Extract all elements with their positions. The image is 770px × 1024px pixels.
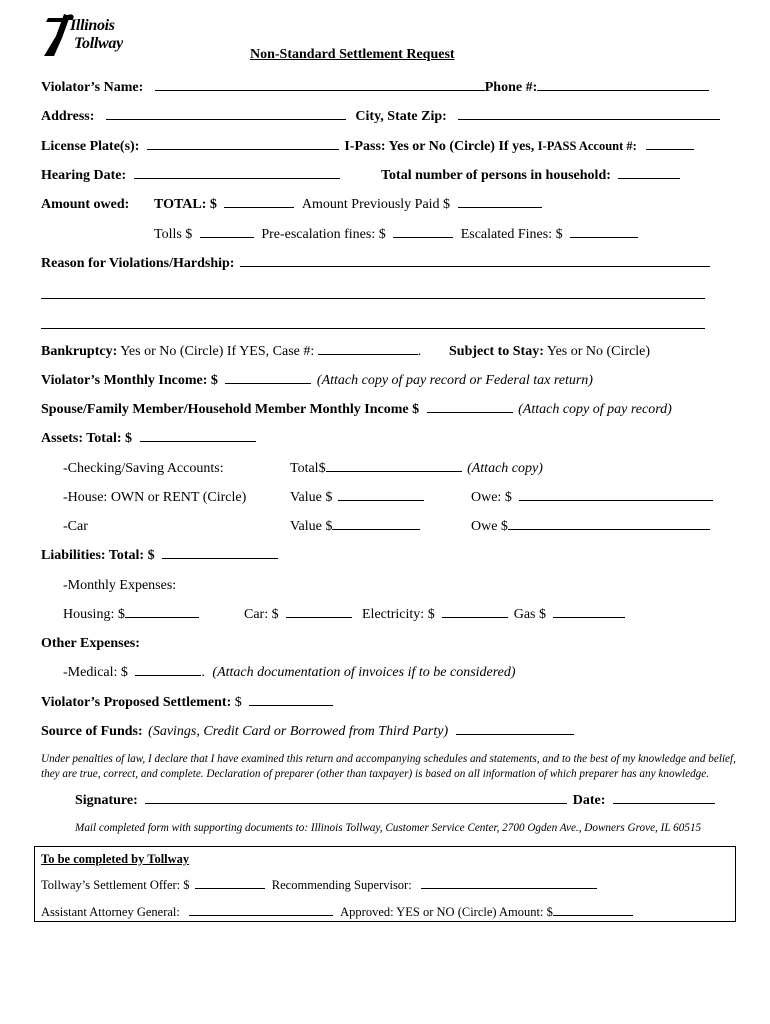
electricity-row: [362, 608, 625, 622]
spouse-income-row: [41, 403, 672, 417]
hearing-date-field[interactable]: [134, 177, 340, 179]
proposed-settlement-label: Violator’s Proposed Settlement:: [41, 695, 232, 710]
address-field[interactable]: [106, 118, 346, 120]
approved-amount-field[interactable]: [553, 914, 633, 916]
assets-total-field[interactable]: [140, 440, 256, 442]
logo-illinois: Illinois: [70, 17, 115, 34]
phone-field[interactable]: [537, 89, 709, 91]
total-owed-row: [154, 198, 542, 212]
total-field[interactable]: [224, 206, 294, 208]
city-state-zip-field[interactable]: [458, 118, 720, 120]
monthly-income-note: (Attach copy of pay record or Federal tax return): [316, 373, 593, 388]
liabilities-total-field[interactable]: [162, 557, 278, 559]
other-expenses-label: Other Expenses:: [41, 636, 140, 651]
car-value-field[interactable]: [332, 528, 420, 530]
stay-row: [449, 345, 650, 359]
stay-text: Yes or No (Circle): [543, 344, 651, 359]
page-title: Non-Standard Settlement Request: [250, 47, 455, 62]
car-expense-label: Car: $: [244, 607, 279, 622]
house-value-row: [290, 491, 424, 505]
household-label: Total number of persons in household:: [381, 168, 611, 183]
ipass-label: I-Pass: Yes or No (Circle) If yes,: [344, 139, 538, 154]
spouse-income-label: Spouse/Family Member/Household Member Monthly Income $: [41, 402, 420, 417]
bankruptcy-period: .: [417, 344, 422, 359]
liabilities-row: [41, 549, 278, 563]
reason-line-2[interactable]: [41, 298, 705, 299]
medical-row: [63, 666, 516, 680]
attorney-label: Assistant Attorney General:: [41, 905, 180, 919]
gas-field[interactable]: [553, 616, 625, 618]
ipass-account-field[interactable]: [646, 148, 694, 150]
license-plates-label: License Plate(s):: [41, 139, 140, 154]
escalated-label: Escalated Fines: $: [460, 227, 563, 242]
electricity-label: Electricity: $: [362, 607, 435, 622]
monthly-income-label: Violator’s Monthly Income: $: [41, 373, 218, 388]
settlement-offer-field[interactable]: [195, 887, 265, 889]
checking-total-row: [290, 462, 543, 476]
license-row: [41, 140, 694, 154]
car-expense-row: [244, 608, 352, 622]
city-state-zip-label: City, State Zip:: [355, 109, 447, 124]
logo-tollway: Tollway: [74, 35, 123, 52]
car-asset-label: -Car: [63, 519, 88, 534]
spouse-income-note: (Attach copy of pay record): [518, 402, 672, 417]
reason-row: [41, 257, 710, 271]
tolls-field[interactable]: [200, 236, 254, 238]
medical-note: (Attach documentation of invoices if to be considered): [212, 665, 516, 680]
car-owe-label: Owe $: [471, 519, 508, 534]
house-value-field[interactable]: [338, 499, 424, 501]
monthly-income-field[interactable]: [225, 382, 311, 384]
approved-label: Approved: YES or NO (Circle) Amount: $: [340, 905, 553, 919]
house-owe-row: [471, 491, 713, 505]
electricity-field[interactable]: [442, 616, 508, 618]
declaration-text: Under penalties of law, I declare that I have examined this return and accompanying schedules and statements, and to the best of my knowledge and belief, they are true, correct, and complete. Declaration of preparer (other than taxpayer) is based on all information of which preparer has any knowledge.: [41, 753, 736, 781]
stay-label: Subject to Stay:: [449, 344, 544, 359]
gas-label: Gas $: [513, 607, 546, 622]
settlement-offer-row: [41, 879, 597, 892]
previously-paid-field[interactable]: [458, 206, 542, 208]
house-owe-label: Owe: $: [471, 490, 512, 505]
hearing-row: [41, 169, 340, 183]
signature-row: [75, 794, 715, 808]
liabilities-label: Liabilities: Total: $: [41, 548, 155, 563]
house-owe-field[interactable]: [519, 499, 713, 501]
supervisor-label: Recommending Supervisor:: [271, 878, 412, 892]
bankruptcy-text: Yes or No (Circle) If YES, Case #:: [117, 344, 318, 359]
tolls-row: [154, 228, 638, 242]
hearing-date-label: Hearing Date:: [41, 168, 127, 183]
assets-label: Assets: Total: $: [41, 431, 133, 446]
previously-paid-label: Amount Previously Paid $: [301, 197, 451, 212]
household-field[interactable]: [618, 177, 680, 179]
source-of-funds-label: Source of Funds:: [41, 724, 143, 739]
illinois-tollway-logo: [40, 12, 132, 60]
car-owe-row: [471, 520, 710, 534]
source-of-funds-note: (Savings, Credit Card or Borrowed from Third Party): [148, 724, 449, 739]
monthly-expenses-label: -Monthly Expenses:: [63, 578, 177, 593]
medical-label: -Medical: $: [63, 665, 128, 680]
tollway-box-heading: To be completed by Tollway: [41, 852, 190, 866]
address-label: Address:: [41, 109, 95, 124]
violator-name-field[interactable]: [155, 89, 485, 91]
signature-field[interactable]: [145, 802, 567, 804]
violator-name-label: Violator’s Name:: [41, 80, 144, 95]
phone-label: Phone #:: [484, 80, 538, 95]
reason-field[interactable]: [240, 265, 710, 267]
car-expense-field[interactable]: [286, 616, 352, 618]
reason-label: Reason for Violations/Hardship:: [41, 256, 235, 271]
date-label: Date:: [572, 793, 606, 808]
pre-escalation-label: Pre-escalation fines: $: [261, 227, 386, 242]
monthly-income-row: [41, 374, 593, 388]
tollway-use-box: [34, 846, 736, 922]
proposed-dollar: $: [231, 695, 242, 710]
case-number-field[interactable]: [318, 353, 418, 355]
car-value-label: Value $: [290, 519, 333, 534]
car-value-row: [290, 520, 420, 534]
bankruptcy-label: Bankruptcy:: [41, 344, 118, 359]
total-label: TOTAL: $: [154, 197, 217, 212]
proposed-settlement-row: [41, 696, 333, 710]
checking-label: -Checking/Saving Accounts:: [63, 461, 224, 476]
violator-name-row: [41, 81, 709, 95]
amount-owed-label: Amount owed:: [41, 197, 130, 212]
ipass-account-label: I-PASS Account #:: [537, 139, 637, 153]
attach-copy-note: (Attach copy): [467, 461, 543, 476]
date-field[interactable]: [613, 802, 715, 804]
attorney-row: [41, 906, 633, 919]
attorney-field[interactable]: [189, 914, 333, 916]
housing-label: Housing: $: [63, 607, 125, 622]
house-label: -House: OWN or RENT (Circle): [63, 490, 247, 505]
car-owe-field[interactable]: [508, 528, 710, 530]
medical-field[interactable]: [135, 674, 201, 676]
reason-line-3[interactable]: [41, 328, 705, 329]
house-value-label: Value $: [290, 490, 333, 505]
address-row: [41, 110, 720, 124]
supervisor-field[interactable]: [421, 887, 597, 889]
amount-owed-row: [41, 198, 129, 212]
housing-row: [63, 608, 199, 622]
proposed-settlement-field[interactable]: [249, 704, 333, 706]
pre-escalation-field[interactable]: [393, 236, 453, 238]
spouse-income-field[interactable]: [427, 411, 513, 413]
escalated-field[interactable]: [570, 236, 638, 238]
source-of-funds-field[interactable]: [456, 733, 574, 735]
household-row: [381, 169, 680, 183]
license-plates-field[interactable]: [147, 148, 339, 150]
medical-period: .: [201, 665, 205, 680]
mail-instructions: Mail completed form with supporting documents to: Illinois Tollway, Customer Service Center, 2700 Ogden Ave., Downers Grove, IL 60515: [75, 822, 702, 834]
assets-row: [41, 432, 256, 446]
checking-total-label: Total$: [290, 461, 326, 476]
settlement-offer-label: Tollway’s Settlement Offer: $: [41, 878, 190, 892]
housing-field[interactable]: [125, 616, 199, 618]
source-of-funds-row: [41, 725, 574, 739]
checking-total-field[interactable]: [326, 470, 462, 472]
bankruptcy-row: [41, 345, 421, 359]
signature-label: Signature:: [75, 793, 138, 808]
tolls-label: Tolls $: [154, 227, 193, 242]
